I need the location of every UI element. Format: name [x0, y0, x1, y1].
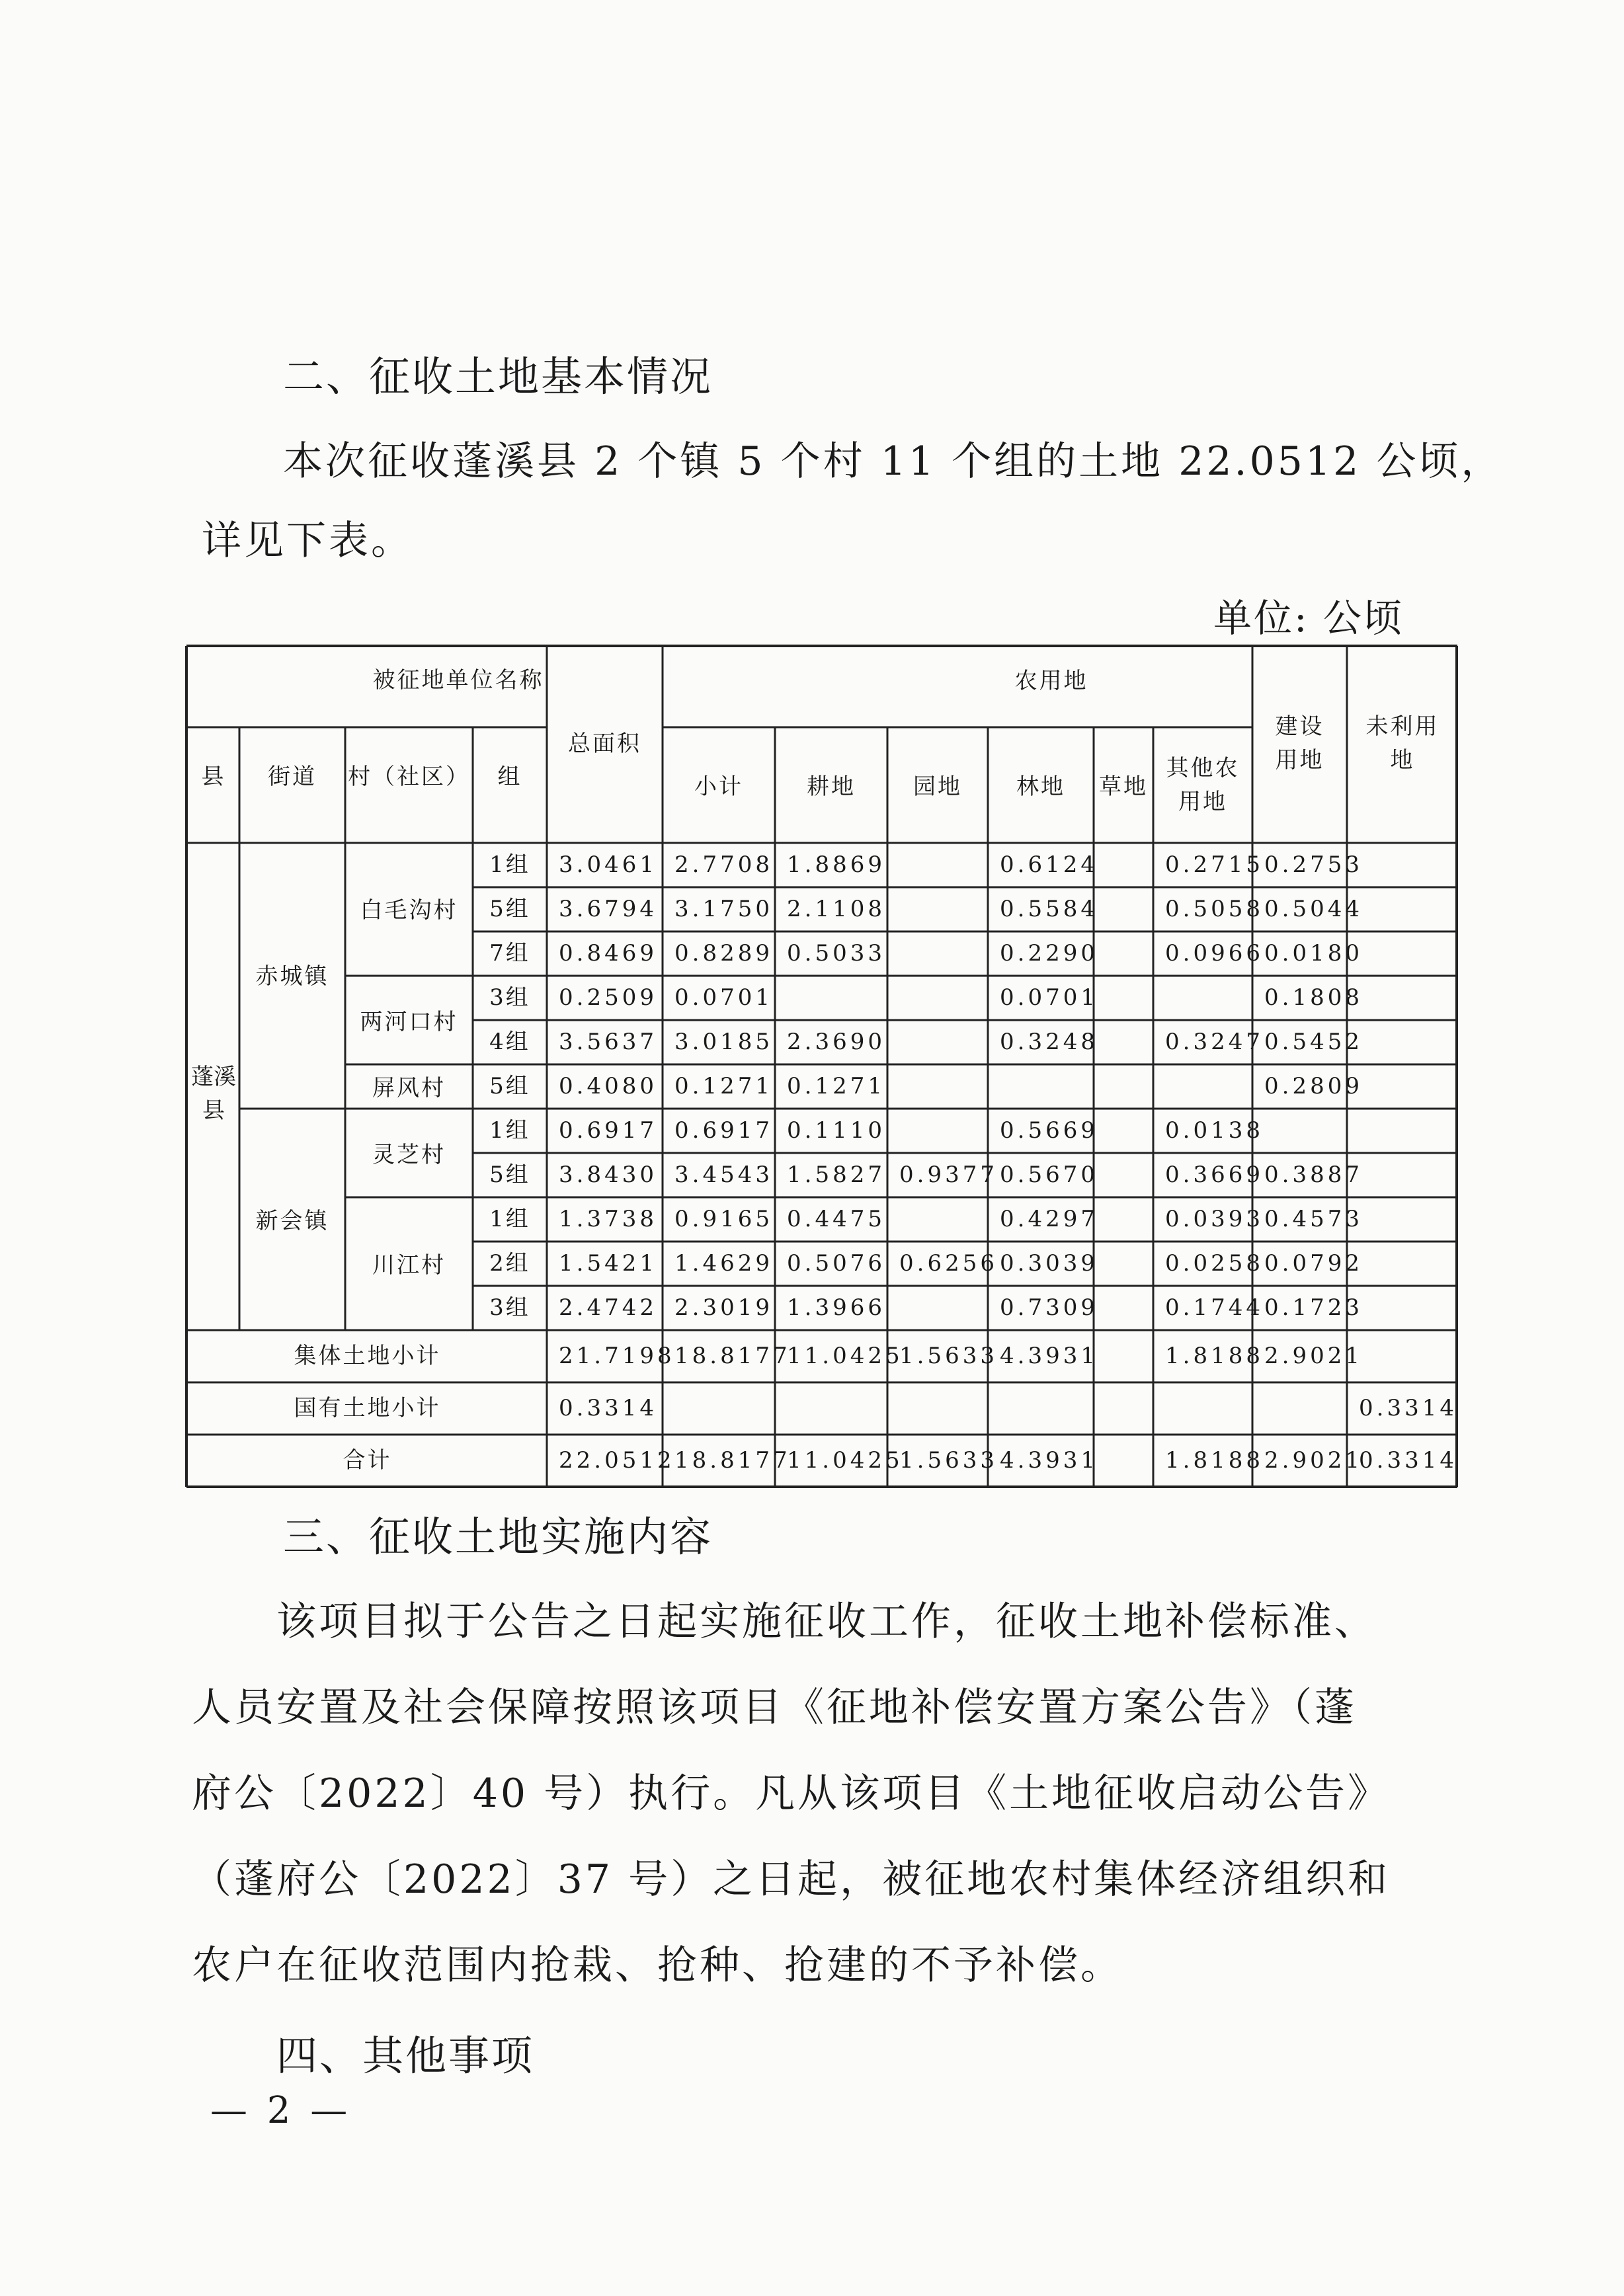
data-cell [1094, 976, 1153, 1020]
data-cell [887, 887, 988, 931]
summary-cell [1252, 1382, 1347, 1435]
data-cell [1347, 1153, 1458, 1197]
village-lingzhi: 灵芝村 [372, 1141, 446, 1168]
header-group: 组 [497, 763, 522, 790]
data-cell: 0.2290 [1000, 940, 1098, 967]
group-cell: 1组 [489, 1206, 530, 1232]
header-forest: 林地 [1016, 773, 1065, 800]
summary-cell: 11.0425 [787, 1343, 903, 1369]
data-cell: 2.1108 [787, 896, 885, 922]
data-cell: 0.1110 [787, 1117, 885, 1144]
data-cell: 0.5076 [787, 1250, 885, 1277]
village-lianghekou: 两河口村 [360, 1008, 458, 1035]
data-cell: 2.3690 [787, 1029, 885, 1055]
summary-cell: 11.0425 [787, 1447, 903, 1474]
data-cell: 0.0701 [674, 984, 773, 1011]
data-cell: 0.1271 [674, 1073, 773, 1099]
data-cell: 0.2753 [1264, 851, 1363, 878]
data-cell: 0.0138 [1165, 1117, 1264, 1144]
data-cell [887, 931, 988, 976]
data-cell [1252, 1109, 1347, 1153]
data-cell [1094, 931, 1153, 976]
summary-cell: 18.8177 [674, 1343, 791, 1369]
data-cell: 1.4629 [674, 1250, 773, 1277]
data-cell: 0.6256 [899, 1250, 998, 1277]
summary-cell: 4.3931 [1000, 1343, 1098, 1369]
data-cell: 3.0461 [559, 851, 657, 878]
summary-cell: 18.8177 [674, 1447, 791, 1474]
section-two-title: 二、征收土地基本情况 [283, 352, 713, 401]
group-cell: 2组 [489, 1250, 530, 1277]
summary-cell [1094, 1435, 1153, 1487]
summary-cell: 22.0512 [559, 1447, 675, 1474]
data-cell: 3.6794 [559, 896, 657, 922]
data-cell: 1.8869 [787, 851, 885, 878]
data-cell [1347, 931, 1458, 976]
summary-cell [1094, 1330, 1153, 1382]
section-two-paragraph-line2: 详见下表。 [202, 518, 413, 564]
summary-cell [663, 1382, 775, 1435]
summary-cell: 2.9021 [1264, 1343, 1363, 1369]
data-cell [1347, 1109, 1458, 1153]
data-cell: 0.6917 [674, 1117, 773, 1144]
data-cell [1347, 1020, 1458, 1064]
section-two-paragraph-line1: 本次征收蓬溪县 2 个镇 5 个村 11 个组的土地 22.0512 公顷， [283, 438, 1504, 485]
summary-cell: 0.3314 [1359, 1395, 1457, 1421]
data-cell: 0.4475 [787, 1206, 885, 1232]
section-three-line2: 人员安置及社会保障按照该项目《征地补偿安置方案公告》（蓬 [192, 1684, 1357, 1731]
summary-label: 国有土地小计 [294, 1395, 441, 1421]
summary-cell [988, 1382, 1094, 1435]
summary-cell: 21.7198 [559, 1343, 675, 1369]
town-chicheng: 赤城镇 [255, 963, 329, 990]
group-cell: 5组 [489, 896, 530, 922]
data-cell [1153, 1064, 1252, 1109]
group-cell: 3组 [489, 1294, 530, 1321]
data-cell: 0.2809 [1264, 1073, 1363, 1099]
section-three-line5: 农户在征收范围内抢栽、抢种、抢建的不予补偿。 [192, 1942, 1123, 1989]
header-cultivated: 耕地 [807, 773, 856, 800]
summary-cell: 1.8188 [1165, 1343, 1264, 1369]
county-cell: 蓬溪县 [191, 1064, 236, 1124]
data-cell: 0.5669 [1000, 1117, 1098, 1144]
data-cell: 0.3887 [1264, 1162, 1363, 1188]
data-cell [988, 1064, 1094, 1109]
summary-cell [1153, 1382, 1252, 1435]
data-cell: 0.3248 [1000, 1029, 1098, 1055]
header-other-agri: 其他农用地 [1166, 754, 1240, 815]
header-grass: 草地 [1099, 773, 1148, 800]
summary-cell [775, 1382, 887, 1435]
data-cell: 0.3669 [1165, 1162, 1264, 1188]
group-cell: 4组 [489, 1029, 530, 1055]
data-cell [887, 1020, 988, 1064]
data-cell [887, 1064, 988, 1109]
summary-label: 集体土地小计 [294, 1343, 441, 1369]
group-cell: 1组 [489, 851, 530, 878]
section-three-line1: 该项目拟于公告之日起实施征收工作，征收土地补偿标准、 [276, 1599, 1377, 1645]
summary-cell: 2.9021 [1264, 1447, 1363, 1474]
data-cell: 0.4297 [1000, 1206, 1098, 1232]
section-three-line4: （蓬府公〔2022〕37 号）之日起，被征地农村集体经济组织和 [192, 1856, 1391, 1903]
data-cell: 0.0258 [1165, 1250, 1264, 1277]
summary-label: 合计 [343, 1447, 392, 1474]
data-cell: 0.3247 [1165, 1029, 1264, 1055]
data-cell: 0.1808 [1264, 984, 1363, 1011]
data-cell: 3.0185 [674, 1029, 773, 1055]
header-unit-name: 被征地单位名称 [372, 666, 544, 693]
data-cell [887, 1197, 988, 1242]
data-cell: 0.1723 [1264, 1294, 1363, 1321]
data-cell [1347, 843, 1458, 887]
data-cell: 3.1750 [674, 896, 773, 922]
town-xinhui: 新会镇 [255, 1208, 329, 1234]
data-cell [1347, 1242, 1458, 1286]
data-cell [1094, 843, 1153, 887]
page-number: — 2 — [210, 2089, 352, 2132]
data-cell [1094, 887, 1153, 931]
section-three-title: 三、征收土地实施内容 [283, 1513, 713, 1561]
section-three-line3: 府公〔2022〕40 号）执行。凡从该项目《土地征收启动公告》 [192, 1770, 1391, 1817]
header-construction: 建设用地 [1275, 713, 1324, 773]
data-cell: 1.5827 [787, 1162, 885, 1188]
data-cell: 0.5452 [1264, 1029, 1363, 1055]
data-cell [775, 976, 887, 1020]
data-cell [1094, 1286, 1153, 1330]
summary-cell [1347, 1330, 1458, 1382]
summary-cell: 1.5633 [899, 1343, 998, 1369]
data-cell: 0.0701 [1000, 984, 1098, 1011]
data-cell: 3.5637 [559, 1029, 657, 1055]
header-garden: 园地 [913, 773, 962, 800]
data-cell [1094, 1020, 1153, 1064]
data-cell: 0.0180 [1264, 940, 1363, 967]
group-cell: 3组 [489, 984, 530, 1011]
data-cell [1094, 1064, 1153, 1109]
data-cell: 3.8430 [559, 1162, 657, 1188]
data-cell: 1.3738 [559, 1206, 657, 1232]
data-cell: 0.5033 [787, 940, 885, 967]
summary-cell: 4.3931 [1000, 1447, 1098, 1474]
data-cell: 0.1744 [1165, 1294, 1264, 1321]
group-cell: 7组 [489, 940, 530, 967]
data-cell: 0.8469 [559, 940, 657, 967]
data-cell [1153, 976, 1252, 1020]
data-cell: 0.0393 [1165, 1206, 1264, 1232]
data-cell [887, 976, 988, 1020]
data-cell [887, 1286, 988, 1330]
data-cell [1347, 887, 1458, 931]
summary-cell [887, 1382, 988, 1435]
header-county: 县 [201, 763, 226, 790]
data-cell: 0.7309 [1000, 1294, 1098, 1321]
group-cell: 5组 [489, 1073, 530, 1099]
village-chuanjiang: 川江村 [372, 1252, 446, 1279]
data-cell: 2.3019 [674, 1294, 773, 1321]
summary-cell: 0.3314 [559, 1395, 657, 1421]
data-cell: 1.3966 [787, 1294, 885, 1321]
data-cell: 3.4543 [674, 1162, 773, 1188]
data-cell: 0.4573 [1264, 1206, 1363, 1232]
summary-cell: 1.5633 [899, 1447, 998, 1474]
data-cell [1094, 1197, 1153, 1242]
header-total: 总面积 [568, 730, 641, 757]
header-unused: 未利用地 [1365, 713, 1440, 773]
section-four-title: 四、其他事项 [276, 2032, 535, 2080]
data-cell: 0.1271 [787, 1073, 885, 1099]
data-cell [1347, 976, 1458, 1020]
header-town: 街道 [268, 763, 317, 790]
data-cell: 0.8289 [674, 940, 773, 967]
data-cell [1347, 1197, 1458, 1242]
village-pingfeng: 屏风村 [372, 1075, 446, 1101]
land-acquisition-table [185, 645, 1458, 1488]
data-cell [1094, 1242, 1153, 1286]
data-cell: 2.4742 [559, 1294, 657, 1321]
data-cell: 0.3039 [1000, 1250, 1098, 1277]
data-cell: 0.9377 [899, 1162, 998, 1188]
group-cell: 5组 [489, 1162, 530, 1188]
header-subtotal: 小计 [694, 773, 743, 800]
data-cell: 1.5421 [559, 1250, 657, 1277]
data-cell: 0.2509 [559, 984, 657, 1011]
unit-label: 单位: 公顷 [1213, 596, 1404, 641]
data-cell: 0.9165 [674, 1206, 773, 1232]
header-village: 村（社区） [348, 763, 470, 790]
group-cell: 1组 [489, 1117, 530, 1144]
summary-cell [1094, 1382, 1153, 1435]
data-cell: 2.7708 [674, 851, 773, 878]
data-cell [887, 843, 988, 887]
village-baimaogou: 白毛沟村 [360, 896, 458, 924]
data-cell: 0.4080 [559, 1073, 657, 1099]
data-cell [1347, 1286, 1458, 1330]
data-cell: 0.2715 [1165, 851, 1264, 878]
summary-cell: 0.3314 [1359, 1447, 1457, 1474]
data-cell: 0.6124 [1000, 851, 1098, 878]
data-cell [1094, 1153, 1153, 1197]
summary-cell: 1.8188 [1165, 1447, 1264, 1474]
data-cell: 0.5044 [1264, 896, 1363, 922]
data-cell: 0.5584 [1000, 896, 1098, 922]
data-cell: 0.0792 [1264, 1250, 1363, 1277]
data-cell: 0.5670 [1000, 1162, 1098, 1188]
data-cell [1347, 1064, 1458, 1109]
data-cell: 0.0966 [1165, 940, 1264, 967]
data-cell: 0.6917 [559, 1117, 657, 1144]
data-cell: 0.5058 [1165, 896, 1264, 922]
header-agricultural: 农用地 [1014, 667, 1088, 694]
data-cell [887, 1109, 988, 1153]
data-cell [1094, 1109, 1153, 1153]
